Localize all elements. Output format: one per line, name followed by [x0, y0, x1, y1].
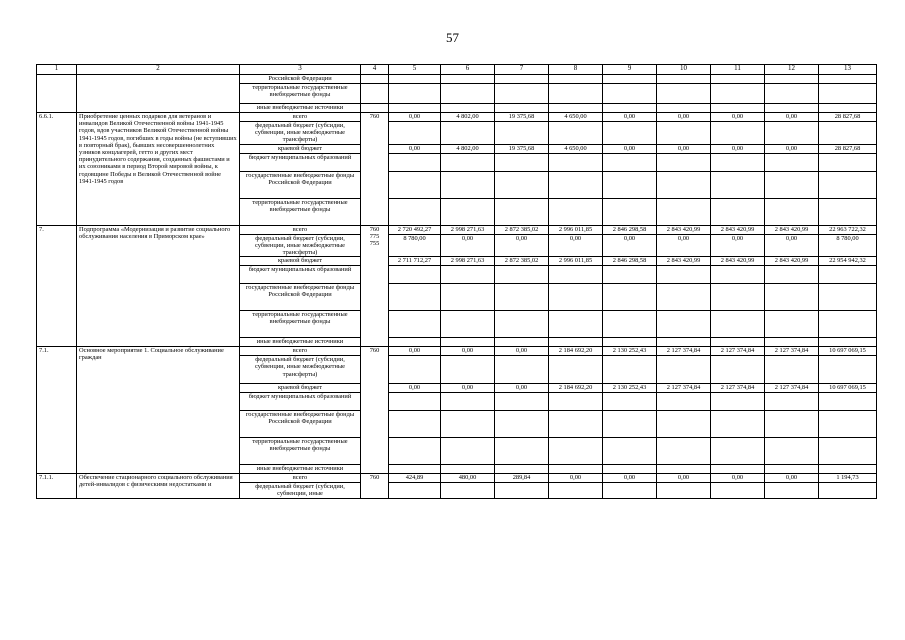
amount-cell: 424,89 — [389, 474, 441, 483]
item-index: 7.1.1. — [37, 474, 77, 498]
amount-cell: 2 127 374,84 — [657, 384, 711, 393]
budget-code — [361, 75, 389, 84]
amount-cell — [389, 171, 441, 198]
amount-cell: 2 843 420,99 — [765, 225, 819, 234]
amount-cell — [711, 198, 765, 225]
funding-source: федеральный бюджет (субсидии, субвенции, иные межбюджетные трансферты) — [240, 234, 361, 257]
amount-cell — [389, 84, 441, 104]
amount-cell — [441, 104, 495, 113]
amount-cell — [441, 311, 495, 338]
amount-cell: 2 998 271,63 — [441, 257, 495, 266]
amount-cell — [819, 393, 877, 411]
amount-cell: 4 802,00 — [441, 144, 495, 153]
amount-cell: 2 127 374,84 — [711, 347, 765, 356]
amount-cell: 0,00 — [441, 234, 495, 257]
funding-source: всего — [240, 347, 361, 356]
amount-cell — [603, 311, 657, 338]
amount-cell: 0,00 — [603, 474, 657, 483]
amount-cell — [389, 356, 441, 384]
amount-cell — [389, 198, 441, 225]
amount-cell: 2 184 692,20 — [549, 347, 603, 356]
amount-cell — [711, 104, 765, 113]
amount-cell — [765, 266, 819, 284]
item-index: 7. — [37, 225, 77, 347]
amount-cell — [657, 266, 711, 284]
amount-cell — [711, 284, 765, 311]
amount-cell: 0,00 — [441, 347, 495, 356]
table-row — [37, 474, 877, 483]
column-header: 5 — [389, 65, 441, 75]
amount-cell — [711, 153, 765, 171]
item-description: Приобретение ценных подарков для ветеранов и инвалидов Великой Отечественной войны 1941-1945 годов, вдов участников Великой Отечественной войны 1941-1945 годов, погибших в годы войны (не вступивших в повторный брак), бывших несовершеннолетних узников концлагерей, гетто и других мест принудительного содержания, созданных фашистами и их союзниками в период Второй мировой войны, к годовщине Победы в Великой Отечественной войне 1941-1945 годов — [77, 113, 240, 226]
amount-cell: 0,00 — [603, 144, 657, 153]
amount-cell: 0,00 — [765, 474, 819, 483]
amount-cell — [441, 356, 495, 384]
amount-cell — [765, 338, 819, 347]
amount-cell — [603, 393, 657, 411]
amount-cell: 2 130 252,43 — [603, 384, 657, 393]
amount-cell — [819, 465, 877, 474]
funding-source: краевой бюджет — [240, 384, 361, 393]
amount-cell: 22 963 722,32 — [819, 225, 877, 234]
amount-cell — [657, 311, 711, 338]
amount-cell — [711, 75, 765, 84]
amount-cell: 289,84 — [495, 474, 549, 483]
item-description: Обеспечение стационарного социального обслуживания детей-инвалидов с физическими недостатками и — [77, 474, 240, 498]
amount-cell: 0,00 — [711, 234, 765, 257]
amount-cell — [495, 483, 549, 498]
amount-cell: 2 127 374,84 — [657, 347, 711, 356]
amount-cell: 0,00 — [657, 144, 711, 153]
amount-cell — [657, 338, 711, 347]
amount-cell: 0,00 — [657, 234, 711, 257]
budget-code-value: 760 — [369, 225, 380, 233]
amount-cell — [819, 438, 877, 465]
amount-cell — [495, 411, 549, 438]
amount-cell: 2 130 252,43 — [603, 347, 657, 356]
amount-cell — [765, 284, 819, 311]
amount-cell: 0,00 — [549, 474, 603, 483]
amount-cell — [657, 153, 711, 171]
amount-cell: 2 846 298,58 — [603, 257, 657, 266]
amount-cell: 0,00 — [389, 113, 441, 122]
amount-cell — [657, 198, 711, 225]
amount-cell — [711, 438, 765, 465]
amount-cell: 2 184 692,20 — [549, 384, 603, 393]
funding-source: территориальные государственные внебюджетные фонды — [240, 438, 361, 465]
amount-cell — [441, 438, 495, 465]
header-row — [37, 65, 877, 75]
amount-cell: 2 846 298,58 — [603, 225, 657, 234]
amount-cell — [765, 411, 819, 438]
amount-cell — [711, 465, 765, 474]
amount-cell: 4 650,00 — [549, 113, 603, 122]
amount-cell — [819, 411, 877, 438]
amount-cell — [389, 393, 441, 411]
funding-source: территориальные государственные внебюджетные фонды — [240, 84, 361, 104]
amount-cell — [441, 465, 495, 474]
funding-source: государственные внебюджетные фонды Российской Федерации — [240, 171, 361, 198]
funding-source: иные внебюджетные источники — [240, 104, 361, 113]
amount-cell: 4 802,00 — [441, 113, 495, 122]
amount-cell: 0,00 — [765, 113, 819, 122]
funding-source: иные внебюджетные источники — [240, 338, 361, 347]
funding-source: иные внебюджетные источники — [240, 465, 361, 474]
item-description: Подпрограмма «Модернизация и развитие социального обслуживания населения в Приморском крае» — [77, 225, 240, 347]
amount-cell — [441, 153, 495, 171]
item-index — [37, 75, 77, 113]
amount-cell — [495, 266, 549, 284]
funding-source: краевой бюджет — [240, 144, 361, 153]
amount-cell — [441, 284, 495, 311]
amount-cell — [603, 198, 657, 225]
amount-cell — [657, 483, 711, 498]
table-row — [37, 225, 877, 234]
item-description — [77, 75, 240, 113]
amount-cell — [389, 438, 441, 465]
amount-cell — [549, 438, 603, 465]
amount-cell — [441, 171, 495, 198]
amount-cell — [603, 284, 657, 311]
amount-cell — [765, 356, 819, 384]
funding-source: бюджет муниципальных образований — [240, 266, 361, 284]
amount-cell: 0,00 — [657, 113, 711, 122]
amount-cell — [819, 84, 877, 104]
amount-cell — [765, 465, 819, 474]
amount-cell — [549, 465, 603, 474]
amount-cell: 0,00 — [657, 474, 711, 483]
amount-cell: 0,00 — [603, 234, 657, 257]
amount-cell: 2 127 374,84 — [765, 347, 819, 356]
budget-code-value: 760 — [369, 347, 380, 355]
amount-cell — [495, 393, 549, 411]
amount-cell — [819, 338, 877, 347]
funding-source: бюджет муниципальных образований — [240, 393, 361, 411]
amount-cell — [711, 356, 765, 384]
amount-cell — [441, 483, 495, 498]
amount-cell — [389, 104, 441, 113]
funding-source: всего — [240, 225, 361, 234]
amount-cell — [657, 75, 711, 84]
amount-cell — [389, 75, 441, 84]
funding-source: федеральный бюджет (субсидии, субвенции, иные — [240, 483, 361, 498]
amount-cell — [603, 104, 657, 113]
amount-cell: 0,00 — [389, 384, 441, 393]
amount-cell — [549, 122, 603, 145]
amount-cell — [495, 311, 549, 338]
amount-cell: 8 780,00 — [819, 234, 877, 257]
amount-cell — [549, 153, 603, 171]
amount-cell — [389, 411, 441, 438]
amount-cell — [657, 411, 711, 438]
amount-cell — [549, 338, 603, 347]
budget-code-value: 760 — [369, 113, 380, 120]
budget-code-value: 775 — [369, 232, 380, 240]
amount-cell — [765, 393, 819, 411]
amount-cell: 2 872 385,02 — [495, 257, 549, 266]
amount-cell — [657, 393, 711, 411]
amount-cell — [495, 75, 549, 84]
amount-cell — [389, 311, 441, 338]
amount-cell — [495, 104, 549, 113]
amount-cell — [389, 266, 441, 284]
amount-cell — [495, 465, 549, 474]
column-header: 9 — [603, 65, 657, 75]
amount-cell — [603, 411, 657, 438]
amount-cell — [441, 338, 495, 347]
amount-cell — [657, 122, 711, 145]
amount-cell: 0,00 — [765, 234, 819, 257]
amount-cell: 0,00 — [389, 347, 441, 356]
amount-cell — [657, 438, 711, 465]
amount-cell: 28 827,68 — [819, 113, 877, 122]
amount-cell — [711, 338, 765, 347]
funding-source: территориальные государственные внебюджетные фонды — [240, 311, 361, 338]
amount-cell — [819, 284, 877, 311]
column-header: 4 — [361, 65, 389, 75]
amount-cell — [389, 284, 441, 311]
amount-cell — [819, 122, 877, 145]
budget-code — [361, 113, 389, 226]
funding-source: государственные внебюджетные фонды Российской Федерации — [240, 284, 361, 311]
amount-cell — [389, 153, 441, 171]
amount-cell — [603, 483, 657, 498]
amount-cell — [765, 171, 819, 198]
budget-code — [361, 225, 389, 347]
amount-cell — [765, 483, 819, 498]
amount-cell — [711, 411, 765, 438]
column-header: 1 — [37, 65, 77, 75]
amount-cell — [819, 356, 877, 384]
amount-cell — [495, 122, 549, 145]
amount-cell — [549, 266, 603, 284]
amount-cell — [711, 84, 765, 104]
item-index: 7.1. — [37, 347, 77, 474]
amount-cell — [603, 356, 657, 384]
amount-cell — [711, 483, 765, 498]
funding-source: краевой бюджет — [240, 257, 361, 266]
table-row — [37, 75, 877, 84]
amount-cell: 2 843 420,99 — [711, 225, 765, 234]
amount-cell — [657, 84, 711, 104]
amount-cell — [495, 284, 549, 311]
budget-code-value: 755 — [369, 240, 380, 248]
column-header: 2 — [77, 65, 240, 75]
amount-cell: 2 127 374,84 — [711, 384, 765, 393]
amount-cell — [819, 75, 877, 84]
amount-cell — [549, 171, 603, 198]
amount-cell: 2 843 420,99 — [657, 225, 711, 234]
funding-source: федеральный бюджет (субсидии, субвенции, иные межбюджетные трансферты) — [240, 122, 361, 145]
budget-code — [361, 84, 389, 104]
amount-cell: 0,00 — [389, 144, 441, 153]
amount-cell: 1 194,73 — [819, 474, 877, 483]
table-row — [37, 347, 877, 356]
amount-cell: 480,00 — [441, 474, 495, 483]
amount-cell — [711, 122, 765, 145]
amount-cell — [441, 266, 495, 284]
amount-cell — [765, 75, 819, 84]
amount-cell: 0,00 — [495, 384, 549, 393]
amount-cell — [603, 84, 657, 104]
amount-cell — [549, 75, 603, 84]
amount-cell: 22 954 942,32 — [819, 257, 877, 266]
amount-cell — [441, 393, 495, 411]
amount-cell — [711, 266, 765, 284]
amount-cell — [765, 438, 819, 465]
amount-cell: 0,00 — [603, 113, 657, 122]
amount-cell — [389, 483, 441, 498]
amount-cell — [389, 338, 441, 347]
amount-cell — [495, 198, 549, 225]
funding-source: всего — [240, 474, 361, 483]
funding-source: всего — [240, 113, 361, 122]
amount-cell — [495, 171, 549, 198]
amount-cell: 2 843 420,99 — [765, 257, 819, 266]
amount-cell: 28 827,68 — [819, 144, 877, 153]
amount-cell — [819, 483, 877, 498]
amount-cell — [765, 153, 819, 171]
amount-cell — [765, 104, 819, 113]
amount-cell — [603, 266, 657, 284]
amount-cell — [549, 284, 603, 311]
amount-cell — [765, 84, 819, 104]
amount-cell: 8 780,00 — [389, 234, 441, 257]
amount-cell — [765, 122, 819, 145]
amount-cell: 0,00 — [711, 474, 765, 483]
column-header: 3 — [240, 65, 361, 75]
column-header: 11 — [711, 65, 765, 75]
column-header: 10 — [657, 65, 711, 75]
amount-cell: 0,00 — [495, 234, 549, 257]
budget-code — [361, 474, 389, 498]
amount-cell: 10 697 069,15 — [819, 347, 877, 356]
amount-cell — [657, 104, 711, 113]
amount-cell: 2 998 271,63 — [441, 225, 495, 234]
amount-cell — [819, 153, 877, 171]
amount-cell — [441, 411, 495, 438]
amount-cell: 0,00 — [711, 144, 765, 153]
amount-cell — [549, 411, 603, 438]
amount-cell: 2 843 420,99 — [657, 257, 711, 266]
amount-cell — [711, 171, 765, 198]
amount-cell: 10 697 069,15 — [819, 384, 877, 393]
budget-code-value: 760 — [369, 474, 380, 482]
item-description: Основное мероприятие 1. Социальное обслуживание граждан — [77, 347, 240, 474]
amount-cell — [441, 122, 495, 145]
amount-cell — [549, 393, 603, 411]
amount-cell — [603, 153, 657, 171]
amount-cell — [603, 338, 657, 347]
amount-cell — [603, 171, 657, 198]
amount-cell — [495, 356, 549, 384]
budget-code — [361, 347, 389, 474]
amount-cell: 2 872 385,02 — [495, 225, 549, 234]
amount-cell: 0,00 — [441, 384, 495, 393]
amount-cell: 2 996 011,85 — [549, 225, 603, 234]
amount-cell: 2 720 492,27 — [389, 225, 441, 234]
amount-cell — [819, 104, 877, 113]
amount-cell — [441, 84, 495, 104]
amount-cell — [603, 75, 657, 84]
amount-cell — [549, 84, 603, 104]
amount-cell — [765, 311, 819, 338]
amount-cell: 2 127 374,84 — [765, 384, 819, 393]
funding-source: территориальные государственные внебюджетные фонды — [240, 198, 361, 225]
amount-cell — [819, 311, 877, 338]
amount-cell — [819, 171, 877, 198]
amount-cell — [549, 104, 603, 113]
budget-code — [361, 104, 389, 113]
amount-cell: 2 996 011,85 — [549, 257, 603, 266]
column-header: 12 — [765, 65, 819, 75]
amount-cell — [711, 393, 765, 411]
amount-cell — [819, 198, 877, 225]
amount-cell: 2 843 420,99 — [711, 257, 765, 266]
column-header: 7 — [495, 65, 549, 75]
amount-cell — [441, 75, 495, 84]
amount-cell: 0,00 — [765, 144, 819, 153]
amount-cell — [389, 122, 441, 145]
column-header: 13 — [819, 65, 877, 75]
amount-cell — [549, 356, 603, 384]
amount-cell — [603, 122, 657, 145]
funding-source: бюджет муниципальных образований — [240, 153, 361, 171]
amount-cell — [495, 338, 549, 347]
amount-cell: 0,00 — [549, 234, 603, 257]
funding-source: федеральный бюджет (субсидии, субвенции, иные межбюджетные трансферты) — [240, 356, 361, 384]
amount-cell — [495, 438, 549, 465]
funding-source: государственные внебюджетные фонды Российской Федерации — [240, 411, 361, 438]
amount-cell: 19 375,68 — [495, 113, 549, 122]
amount-cell: 0,00 — [711, 113, 765, 122]
amount-cell: 0,00 — [495, 347, 549, 356]
amount-cell — [765, 198, 819, 225]
amount-cell — [819, 266, 877, 284]
budget-table — [36, 64, 877, 499]
page-number: 57 — [446, 30, 459, 45]
amount-cell — [711, 311, 765, 338]
amount-cell — [657, 171, 711, 198]
amount-cell — [657, 284, 711, 311]
column-header: 8 — [549, 65, 603, 75]
amount-cell — [657, 465, 711, 474]
amount-cell — [603, 465, 657, 474]
amount-cell: 2 711 712,27 — [389, 257, 441, 266]
amount-cell — [549, 311, 603, 338]
amount-cell — [549, 483, 603, 498]
amount-cell: 4 650,00 — [549, 144, 603, 153]
amount-cell — [549, 198, 603, 225]
column-header: 6 — [441, 65, 495, 75]
table-row — [37, 113, 877, 122]
amount-cell: 19 375,68 — [495, 144, 549, 153]
amount-cell — [389, 465, 441, 474]
amount-cell — [603, 438, 657, 465]
item-index: 6.6.1. — [37, 113, 77, 226]
amount-cell — [495, 153, 549, 171]
amount-cell — [495, 84, 549, 104]
amount-cell — [657, 356, 711, 384]
amount-cell — [441, 198, 495, 225]
funding-source: Российской Федерации — [240, 75, 361, 84]
